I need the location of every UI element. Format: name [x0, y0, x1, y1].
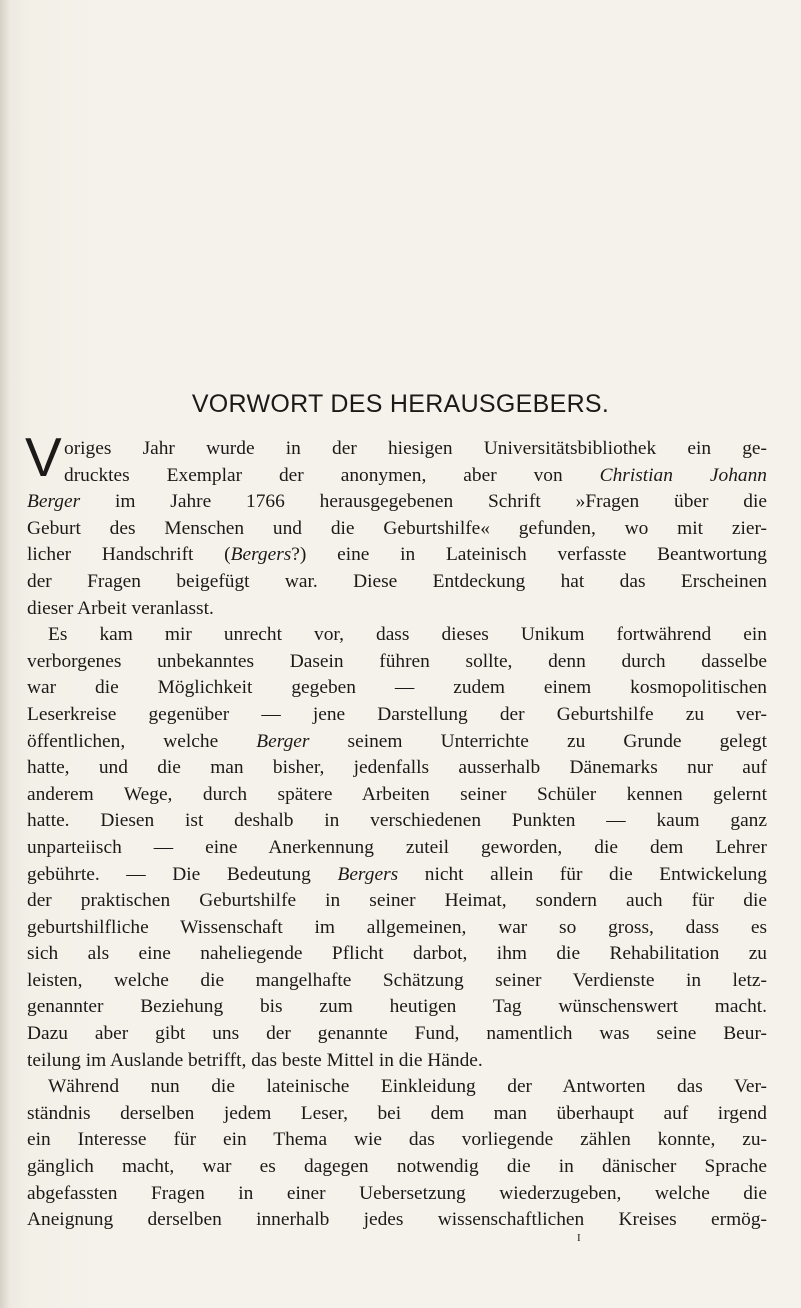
drop-cap: V	[25, 426, 62, 488]
paragraph-1-line-5	[27, 542, 767, 569]
body-text	[25, 426, 767, 1234]
paragraph-1-line-7: dieser Arbeit veranlasst.	[27, 597, 214, 619]
text-segment: seinem Unterrichte zu Grunde gelegt	[309, 730, 767, 752]
paragraph-3-line-2: ständnis derselben jedem Leser, bei dem man überhaupt auf irgend	[27, 1102, 767, 1124]
text-segment: im Jahre 1766 herausgegebenen Schrift »Fragen über die	[80, 491, 767, 513]
name-bergers: Bergers	[230, 544, 292, 566]
page-gutter-shadow	[0, 0, 10, 1308]
page-heading: VORWORT DES HERAUSGEBERS.	[191, 390, 610, 418]
paragraph-2-line-13: sich als eine naheliegende Pflicht darbot, ihm die Rehabilitation zu	[27, 943, 767, 965]
paragraph-2-line-16: Dazu aber gibt uns der genannte Fund, namentlich was seine Beur-	[27, 1023, 767, 1045]
paragraph-2-line-2: verborgenes unbekanntes Dasein führen sollte, denn durch dasselbe	[27, 650, 767, 672]
paragraph-1-line-3	[27, 489, 767, 516]
paragraph-2-line-7: anderem Wege, durch spätere Arbeiten seiner Schüler kennen gelernt	[27, 783, 767, 805]
paragraph-3-line-6: Aneignung derselben innerhalb jedes wissenschaftlichen Kreises ermög-	[27, 1209, 767, 1231]
paragraph-3-line-4: gänglich macht, war es dagegen notwendig die in dänischer Sprache	[27, 1156, 767, 1178]
text-segment: nicht allein für die Entwickelung	[398, 863, 767, 885]
paragraph-2-line-14: leisten, welche die mangelhafte Schätzung seiner Verdienste in letz-	[27, 969, 767, 991]
text-segment: ?) eine in Lateinisch verfasste Beantwortung	[291, 544, 767, 566]
paragraph-2-line-8: hatte. Diesen ist deshalb in verschiedenen Punkten — kaum ganz	[27, 810, 767, 832]
paragraph-2-line-10	[27, 862, 767, 889]
paragraph-3-line-1: Während nun die lateinische Einkleidung der Antworten das Ver-	[48, 1076, 767, 1098]
text-segment: gebührte. — Die Bedeutung	[27, 863, 338, 885]
text-segment: drucktes Exemplar der anonymen, aber von	[64, 464, 600, 486]
paragraph-2-line-15: genannter Beziehung bis zum heutigen Tag wünschenswert macht.	[27, 996, 767, 1018]
name-berger: Berger	[256, 730, 310, 752]
paragraph-2-line-9: unparteiisch — eine Anerkennung zuteil geworden, die dem Lehrer	[27, 836, 767, 858]
text-segment: licher Handschrift (	[27, 544, 231, 566]
paragraph-2-line-17: teilung im Auslande betrifft, das beste Mittel in die Hände.	[27, 1049, 483, 1071]
page-number: I	[577, 1232, 581, 1244]
paragraph-3-line-3: ein Interesse für ein Thema wie das vorliegende zählen konnte, zu-	[27, 1129, 767, 1151]
paragraph-2-line-3: war die Möglichkeit gegeben — zudem einem kosmopolitischen	[27, 677, 767, 699]
name-bergers: Bergers	[337, 863, 399, 885]
paragraph-2-line-5	[27, 729, 767, 756]
name-christian-johann: Christian Johann	[599, 464, 767, 486]
name-berger: Berger	[27, 491, 81, 513]
paragraph-2-line-1: Es kam mir unrecht vor, dass dieses Unikum fortwährend ein	[48, 624, 767, 646]
text-segment: origes Jahr wurde in der hiesigen Universitätsbibliothek ein ge-	[64, 438, 767, 459]
paragraph-3-line-5: abgefassten Fragen in einer Uebersetzung wiederzugeben, welche die	[27, 1182, 767, 1204]
paragraph-2-line-12: geburtshilfliche Wissenschaft im allgemeinen, war so gross, dass es	[27, 916, 767, 938]
paragraph-1-line-4: Geburt des Menschen und die Geburtshilfe« gefunden, wo mit zier-	[27, 517, 767, 539]
paragraph-2-line-6: hatte, und die man bisher, jedenfalls ausserhalb Dänemarks nur auf	[27, 757, 767, 779]
paragraph-1-line-2	[27, 463, 767, 490]
paragraph-2-line-11: der praktischen Geburtshilfe in seiner Heimat, sondern auch für die	[27, 890, 767, 912]
paragraph-2-line-4: Leserkreise gegenüber — jene Darstellung der Geburtshilfe zu ver-	[27, 703, 767, 725]
paragraph-1-line-6: der Fragen beigefügt war. Diese Entdeckung hat das Erscheinen	[27, 570, 767, 592]
text-segment: öffentlichen, welche	[27, 730, 257, 752]
